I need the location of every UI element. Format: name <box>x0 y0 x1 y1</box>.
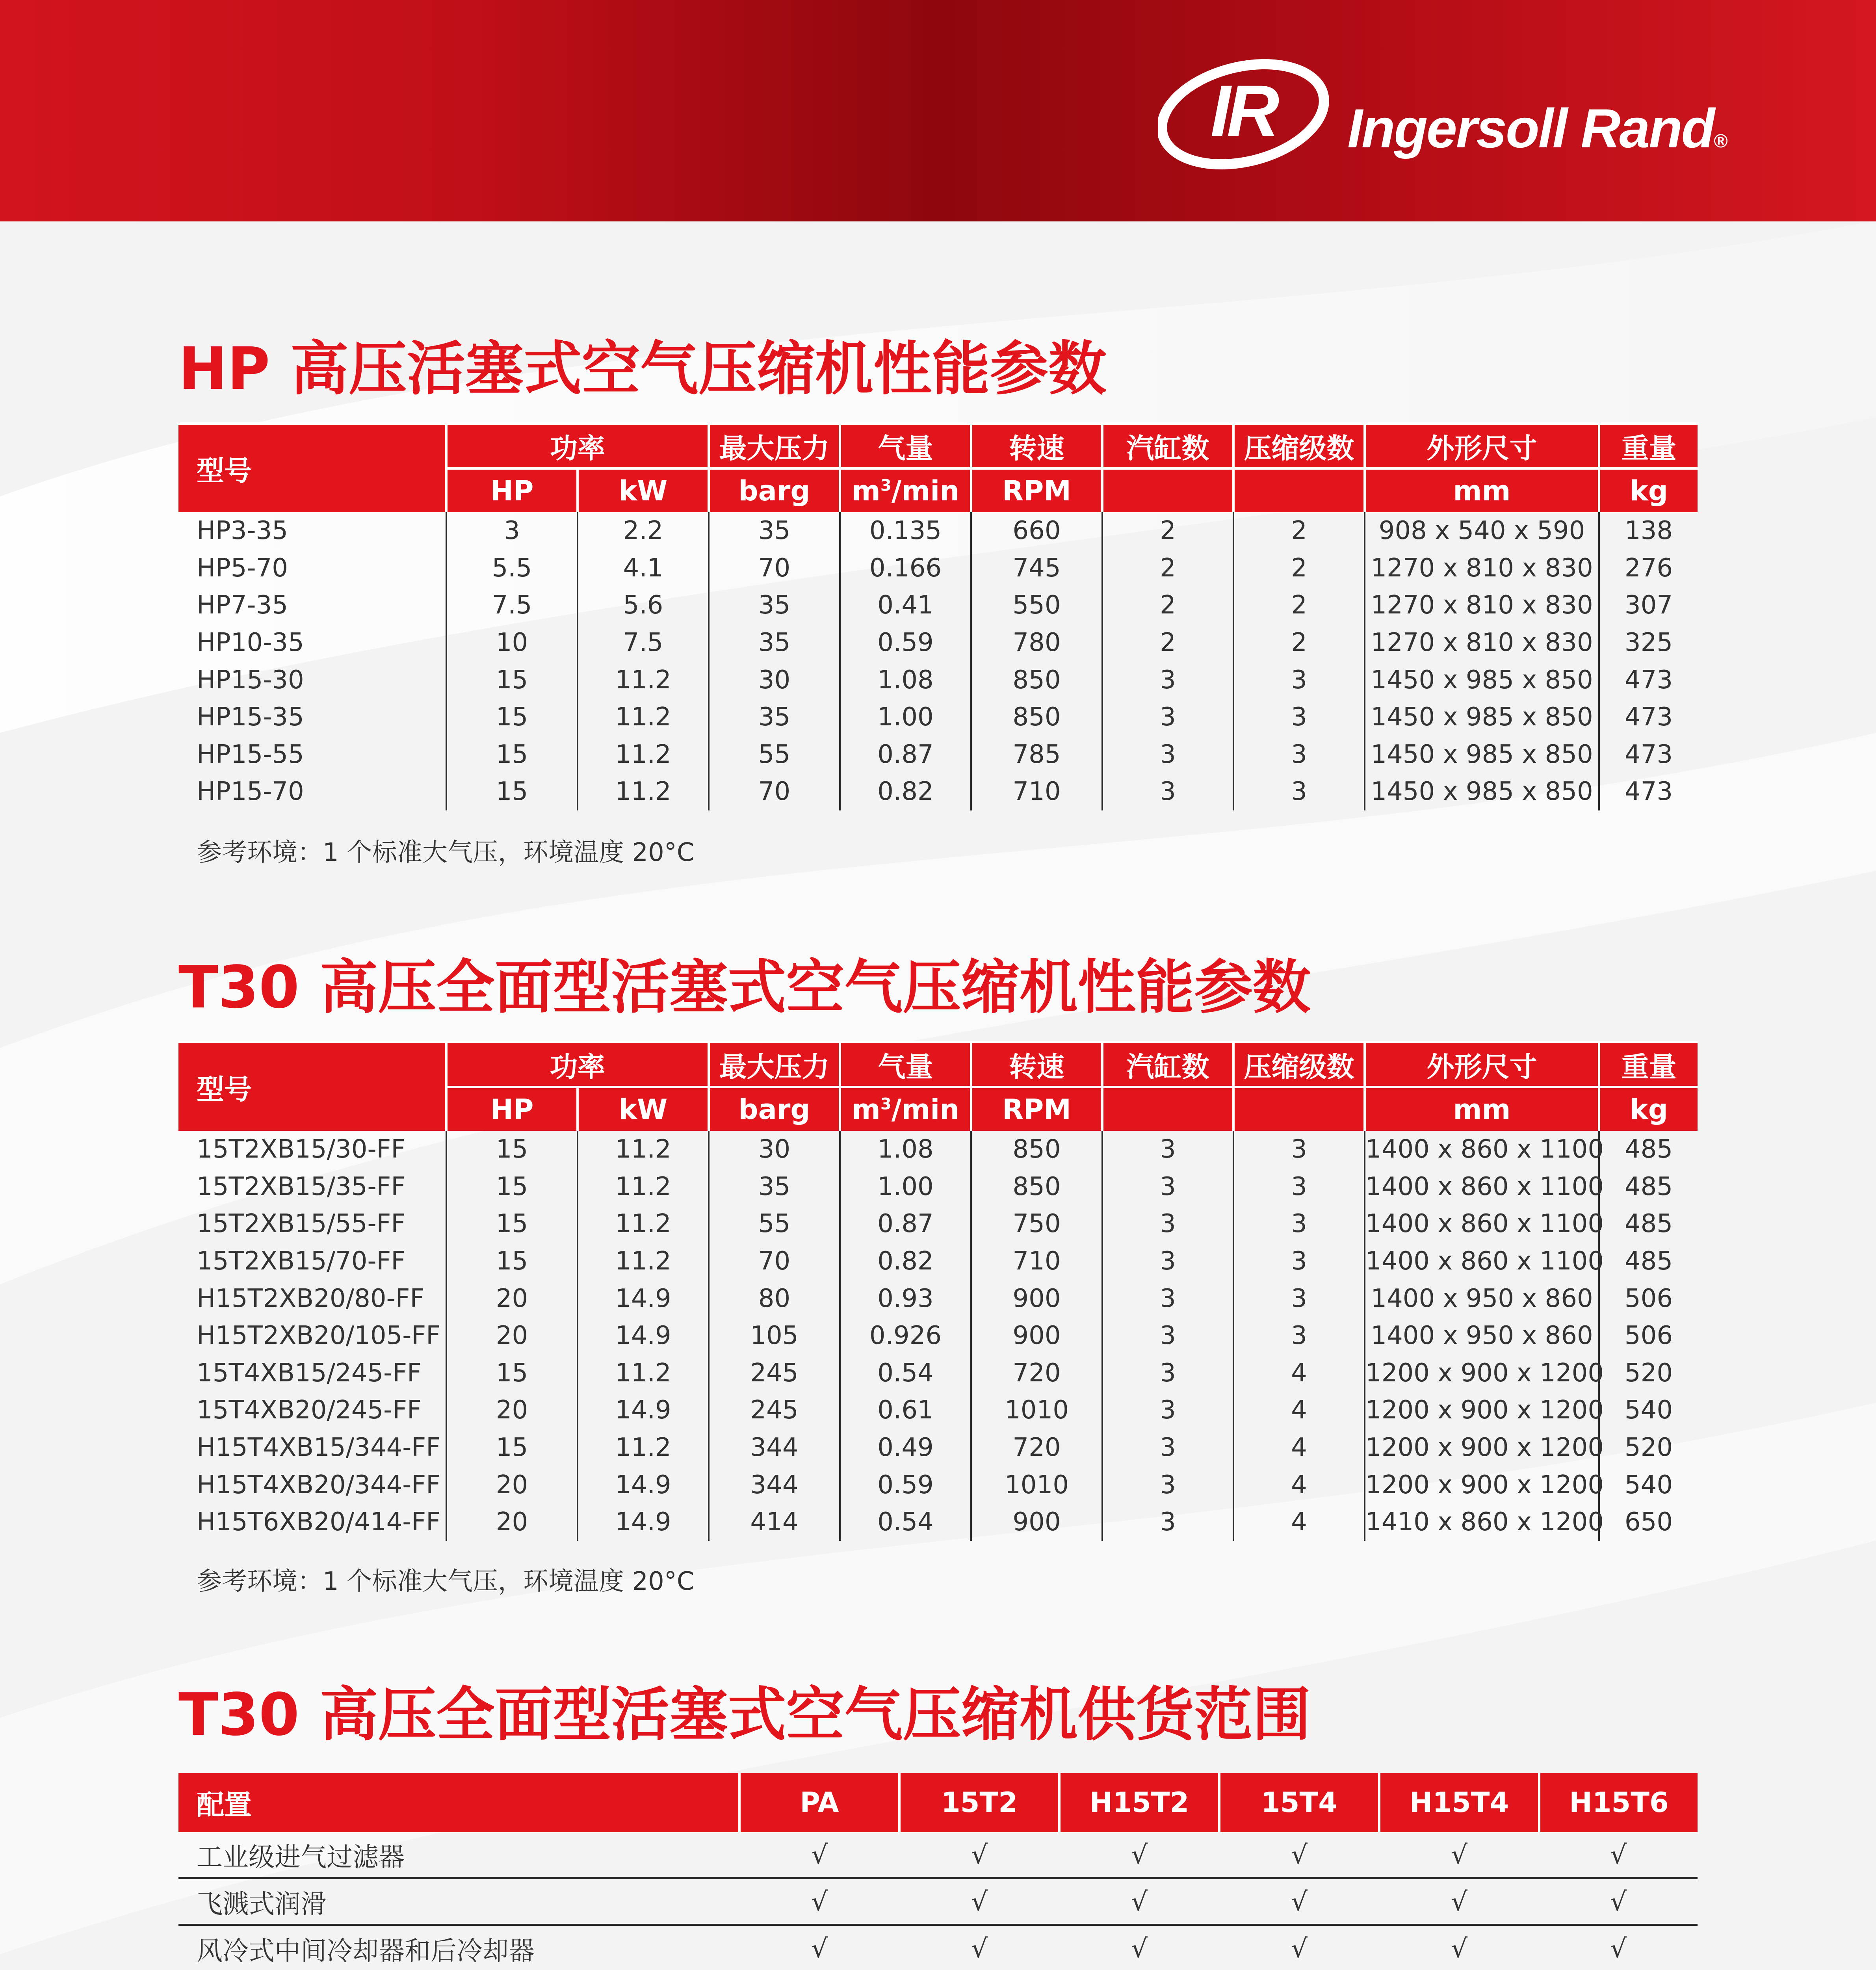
table-cell: 30 <box>709 661 840 699</box>
table-cell: 1450 x 985 x 850 <box>1365 773 1599 810</box>
table-cell: 1270 x 810 x 830 <box>1365 550 1599 587</box>
included-mark: √ <box>1291 1839 1308 1870</box>
t30-reference-note: 参考环境：1 个标准大气压，环境温度 20°C <box>197 1567 695 1596</box>
table-cell: 720 <box>971 1355 1102 1392</box>
header-max-pressure: 最大压力 <box>709 424 840 468</box>
table-cell: 1200 x 900 x 1200 <box>1365 1466 1599 1504</box>
model-cell: HP7-35 <box>197 591 288 620</box>
table-cell: 520 <box>1599 1429 1698 1466</box>
hp-table-body <box>178 512 1698 810</box>
table-cell: 4 <box>1233 1355 1365 1392</box>
table-cell: 3 <box>1233 1243 1365 1280</box>
table-cell: 3 <box>1102 1317 1233 1355</box>
brand-name: Ingersoll Rand® <box>1347 97 1727 159</box>
table-cell: 485 <box>1599 1168 1698 1206</box>
table-cell: 2 <box>1102 512 1233 550</box>
table-cell: 0.59 <box>840 1466 971 1504</box>
unit-cylinders <box>1102 1087 1233 1131</box>
header-flow: 气量 <box>840 424 971 468</box>
table-cell: 1.00 <box>840 1168 971 1206</box>
table-cell: 35 <box>709 624 840 662</box>
table-cell: 245 <box>709 1355 840 1392</box>
included-mark: √ <box>1451 1839 1468 1870</box>
unit-kw: kW <box>578 468 709 512</box>
included-mark: √ <box>739 1878 899 1925</box>
table-cell: 20 <box>446 1392 578 1429</box>
brand-logo <box>1158 55 1727 173</box>
table-row <box>178 661 1698 699</box>
table-cell: 7.5 <box>446 587 578 624</box>
table-cell: 15 <box>446 1355 578 1392</box>
table-cell: 15 <box>446 1168 578 1206</box>
table-cell: 900 <box>971 1317 1102 1355</box>
table-cell: 2 <box>1102 550 1233 587</box>
table-cell: 4.1 <box>578 550 709 587</box>
table-cell: 540 <box>1599 1466 1698 1504</box>
table-cell: 0.166 <box>840 550 971 587</box>
table-cell: 3 <box>1102 736 1233 773</box>
hp-section-title: HP 高压活塞式空气压缩机性能参数 <box>178 335 1107 403</box>
table-cell: 850 <box>971 661 1102 699</box>
header-dimensions: 外形尺寸 <box>1365 424 1599 468</box>
model-cell: HP5-70 <box>197 553 288 583</box>
header-model-pa: PA <box>739 1773 899 1832</box>
table-cell: 485 <box>1599 1243 1698 1280</box>
unit-flow: $m^3/\min$ <box>840 1087 971 1131</box>
table-cell: 780 <box>971 624 1102 662</box>
table-cell: 1400 x 950 x 860 <box>1365 1317 1599 1355</box>
table-cell: 473 <box>1599 699 1698 736</box>
config-item: 风冷式中间冷却器和后冷却器 <box>178 1925 739 1970</box>
unit-hp: HP <box>446 468 578 512</box>
table-cell: 3 <box>1102 1355 1233 1392</box>
table-cell: 0.61 <box>840 1392 971 1429</box>
list-item <box>178 1832 1698 1878</box>
table-cell: 2 <box>1233 587 1365 624</box>
table-cell: 0.926 <box>840 1317 971 1355</box>
table-cell: 908 x 540 x 590 <box>1365 512 1599 550</box>
table-cell: 11.2 <box>578 1168 709 1206</box>
table-cell: 1200 x 900 x 1200 <box>1365 1392 1599 1429</box>
table-cell: 11.2 <box>578 699 709 736</box>
table-cell: 900 <box>971 1504 1102 1541</box>
table-row <box>178 1504 1698 1541</box>
table-cell: 3 <box>1102 1205 1233 1243</box>
table-cell: 15 <box>446 1429 578 1466</box>
table-cell: 1410 x 860 x 1200 <box>1365 1504 1599 1541</box>
table-cell: 70 <box>709 773 840 810</box>
table-cell: 276 <box>1599 550 1698 587</box>
table-row <box>178 550 1698 587</box>
table-row <box>178 1280 1698 1317</box>
list-item <box>178 1878 1698 1925</box>
included-mark: √ <box>1539 1878 1698 1925</box>
included-mark: √ <box>811 1839 828 1870</box>
table-cell: 5.6 <box>578 587 709 624</box>
table-cell: 20 <box>446 1504 578 1541</box>
table-cell: 14.9 <box>578 1317 709 1355</box>
table-cell: 11.2 <box>578 1355 709 1392</box>
included-mark: √ <box>739 1925 899 1970</box>
table-cell: 1.00 <box>840 699 971 736</box>
table-cell: 473 <box>1599 736 1698 773</box>
table-cell: 0.82 <box>840 773 971 810</box>
table-cell: 473 <box>1599 773 1698 810</box>
table-cell: 15 <box>446 1205 578 1243</box>
table-cell: 55 <box>709 1205 840 1243</box>
table-cell: 710 <box>971 1243 1102 1280</box>
table-cell: 1400 x 950 x 860 <box>1365 1280 1599 1317</box>
table-cell: 485 <box>1599 1205 1698 1243</box>
table-cell: 1.08 <box>840 1131 971 1168</box>
included-mark: √ <box>1131 1839 1148 1870</box>
table-cell: 344 <box>709 1429 840 1466</box>
table-cell: 3 <box>1102 773 1233 810</box>
included-mark: √ <box>899 1925 1059 1970</box>
unit-rpm: RPM <box>971 1087 1102 1131</box>
header-flow: 气量 <box>840 1042 971 1087</box>
table-cell: 4 <box>1233 1466 1365 1504</box>
table-cell: 4 <box>1233 1504 1365 1541</box>
table-row <box>178 773 1698 810</box>
table-cell: 2 <box>1233 512 1365 550</box>
svg-text:IR: IR <box>1210 71 1276 152</box>
table-cell: 850 <box>971 1131 1102 1168</box>
table-cell: 0.59 <box>840 624 971 662</box>
table-cell: 11.2 <box>578 1243 709 1280</box>
table-cell: 0.93 <box>840 1280 971 1317</box>
included-mark: √ <box>1059 1878 1219 1925</box>
table-cell: 1450 x 985 x 850 <box>1365 661 1599 699</box>
table-cell: 1200 x 900 x 1200 <box>1365 1355 1599 1392</box>
table-cell: 3 <box>1102 1466 1233 1504</box>
unit-kg: kg <box>1599 468 1698 512</box>
model-cell: H15T2XB20/105-FF <box>197 1321 440 1351</box>
table-cell: 473 <box>1599 661 1698 699</box>
table-cell: 710 <box>971 773 1102 810</box>
table-cell: 15 <box>446 1131 578 1168</box>
table-cell: 1450 x 985 x 850 <box>1365 699 1599 736</box>
model-cell: 15T4XB15/245-FF <box>197 1358 422 1388</box>
supply-scope-table <box>178 1773 1698 1970</box>
table-cell: 3 <box>1102 1131 1233 1168</box>
model-cell: HP3-35 <box>197 516 288 546</box>
table-cell: 1400 x 860 x 1100 <box>1365 1243 1599 1280</box>
unit-mm: mm <box>1365 468 1599 512</box>
header-model-h15t2: H15T2 <box>1059 1773 1219 1832</box>
header-cylinders: 汽缸数 <box>1102 1042 1233 1087</box>
header-model: 型号 <box>178 1042 446 1131</box>
supply-table-body <box>178 1832 1698 1970</box>
table-cell: 80 <box>709 1280 840 1317</box>
unit-hp: HP <box>446 1087 578 1131</box>
unit-kg: kg <box>1599 1087 1698 1131</box>
table-cell: 720 <box>971 1429 1102 1466</box>
table-cell: 1200 x 900 x 1200 <box>1365 1429 1599 1466</box>
hp-header-row <box>178 424 1698 468</box>
table-row <box>178 624 1698 662</box>
table-cell: 20 <box>446 1466 578 1504</box>
header-model: 型号 <box>178 424 446 512</box>
table-cell: 11.2 <box>578 1131 709 1168</box>
table-cell: 1400 x 860 x 1100 <box>1365 1131 1599 1168</box>
table-row <box>178 1355 1698 1392</box>
table-cell: 650 <box>1599 1504 1698 1541</box>
unit-stages <box>1233 1087 1365 1131</box>
table-cell: 20 <box>446 1280 578 1317</box>
t30-spec-table <box>178 1041 1698 1541</box>
table-cell: 4 <box>1233 1429 1365 1466</box>
table-row <box>178 1466 1698 1504</box>
table-cell: 15 <box>446 699 578 736</box>
table-cell: 540 <box>1599 1392 1698 1429</box>
table-cell: 0.87 <box>840 736 971 773</box>
table-cell: 15 <box>446 773 578 810</box>
table-cell: 3 <box>1233 1205 1365 1243</box>
t30-table-body <box>178 1131 1698 1541</box>
table-cell: 3 <box>1233 773 1365 810</box>
table-cell: 0.87 <box>840 1205 971 1243</box>
table-cell: 3 <box>446 512 578 550</box>
table-cell: 15 <box>446 661 578 699</box>
supply-header-row <box>178 1773 1698 1832</box>
table-cell: 750 <box>971 1205 1102 1243</box>
unit-mm: mm <box>1365 1087 1599 1131</box>
table-cell: 3 <box>1233 1131 1365 1168</box>
model-cell: H15T6XB20/414-FF <box>197 1507 440 1537</box>
table-cell: 506 <box>1599 1280 1698 1317</box>
table-cell: 3 <box>1233 1280 1365 1317</box>
table-cell: 3 <box>1102 1392 1233 1429</box>
table-row <box>178 736 1698 773</box>
table-cell: 20 <box>446 1317 578 1355</box>
header-model-15t2: 15T2 <box>899 1773 1059 1832</box>
table-cell: 14.9 <box>578 1466 709 1504</box>
table-cell: 2 <box>1233 550 1365 587</box>
table-cell: 3 <box>1102 1280 1233 1317</box>
header-stages: 压缩级数 <box>1233 424 1365 468</box>
table-cell: 0.82 <box>840 1243 971 1280</box>
model-cell: 15T2XB15/55-FF <box>197 1209 406 1239</box>
included-mark: √ <box>1379 1925 1539 1970</box>
table-cell: 105 <box>709 1317 840 1355</box>
table-cell: 3 <box>1102 1168 1233 1206</box>
table-cell: 1010 <box>971 1466 1102 1504</box>
table-cell: 2.2 <box>578 512 709 550</box>
hp-reference-note: 参考环境：1 个标准大气压，环境温度 20°C <box>197 838 695 867</box>
table-cell: 520 <box>1599 1355 1698 1392</box>
table-cell: 138 <box>1599 512 1698 550</box>
table-cell: 2 <box>1233 624 1365 662</box>
table-cell: 0.135 <box>840 512 971 550</box>
table-cell: 2 <box>1102 587 1233 624</box>
table-cell: 55 <box>709 736 840 773</box>
table-cell: 344 <box>709 1466 840 1504</box>
included-mark: √ <box>1219 1925 1379 1970</box>
table-cell: 3 <box>1102 699 1233 736</box>
table-cell: 3 <box>1102 1243 1233 1280</box>
list-item <box>178 1925 1698 1970</box>
header-cylinders: 汽缸数 <box>1102 424 1233 468</box>
header-max-pressure: 最大压力 <box>709 1042 840 1087</box>
table-cell: 1010 <box>971 1392 1102 1429</box>
table-cell: 245 <box>709 1392 840 1429</box>
table-cell: 11.2 <box>578 773 709 810</box>
included-mark: √ <box>1610 1839 1627 1870</box>
table-cell: 3 <box>1102 1429 1233 1466</box>
table-cell: 35 <box>709 699 840 736</box>
table-cell: 11.2 <box>578 1205 709 1243</box>
table-row <box>178 1243 1698 1280</box>
table-row <box>178 1392 1698 1429</box>
model-cell: HP15-35 <box>197 703 304 732</box>
config-item: 工业级进气过滤器 <box>197 1842 405 1872</box>
table-cell: 35 <box>709 587 840 624</box>
table-cell: 506 <box>1599 1317 1698 1355</box>
table-cell: 3 <box>1102 1504 1233 1541</box>
included-mark: √ <box>1539 1925 1698 1970</box>
table-cell: 14.9 <box>578 1392 709 1429</box>
unit-kw: kW <box>578 1087 709 1131</box>
table-cell: 2 <box>1102 624 1233 662</box>
table-cell: 3 <box>1233 1317 1365 1355</box>
model-cell: 15T2XB15/70-FF <box>197 1247 406 1276</box>
table-cell: 11.2 <box>578 661 709 699</box>
unit-flow: $m^3/\min$ <box>840 468 971 512</box>
table-row <box>178 1131 1698 1168</box>
table-cell: 11.2 <box>578 1429 709 1466</box>
table-cell: 35 <box>709 512 840 550</box>
table-cell: 70 <box>709 550 840 587</box>
table-cell: 1270 x 810 x 830 <box>1365 624 1599 662</box>
table-row <box>178 1317 1698 1355</box>
table-cell: 307 <box>1599 587 1698 624</box>
unit-barg: barg <box>709 1087 840 1131</box>
table-cell: 325 <box>1599 624 1698 662</box>
header-power: 功率 <box>446 1042 709 1087</box>
table-cell: 0.54 <box>840 1504 971 1541</box>
table-cell: 3 <box>1233 736 1365 773</box>
included-mark: √ <box>971 1839 988 1870</box>
table-cell: 1450 x 985 x 850 <box>1365 736 1599 773</box>
table-cell: 550 <box>971 587 1102 624</box>
header-model-h15t4: H15T4 <box>1379 1773 1539 1832</box>
table-cell: 4 <box>1233 1392 1365 1429</box>
included-mark: √ <box>1379 1878 1539 1925</box>
model-cell: 15T4XB20/245-FF <box>197 1396 422 1425</box>
model-cell: H15T2XB20/80-FF <box>197 1284 425 1313</box>
included-mark: √ <box>1219 1878 1379 1925</box>
table-cell: 414 <box>709 1504 840 1541</box>
table-cell: 0.49 <box>840 1429 971 1466</box>
included-mark: √ <box>1059 1925 1219 1970</box>
table-cell: 0.41 <box>840 587 971 624</box>
t30-section-title: T30 高压全面型活塞式空气压缩机性能参数 <box>178 953 1311 1021</box>
included-mark: √ <box>899 1878 1059 1925</box>
table-cell: 485 <box>1599 1131 1698 1168</box>
header-speed: 转速 <box>971 424 1102 468</box>
table-cell: 3 <box>1233 1168 1365 1206</box>
table-row <box>178 1168 1698 1206</box>
model-cell: HP15-70 <box>197 777 304 807</box>
table-cell: 3 <box>1233 661 1365 699</box>
unit-barg: barg <box>709 468 840 512</box>
table-cell: 11.2 <box>578 736 709 773</box>
table-cell: 5.5 <box>446 550 578 587</box>
table-cell: 850 <box>971 699 1102 736</box>
table-row <box>178 512 1698 550</box>
table-cell: 10 <box>446 624 578 662</box>
header-model-15t4: 15T4 <box>1219 1773 1379 1832</box>
ir-logo-icon <box>1158 55 1347 173</box>
table-cell: 30 <box>709 1131 840 1168</box>
table-cell: 745 <box>971 550 1102 587</box>
table-cell: 7.5 <box>578 624 709 662</box>
table-cell: 15 <box>446 736 578 773</box>
table-row <box>178 587 1698 624</box>
table-row <box>178 699 1698 736</box>
table-cell: 1400 x 860 x 1100 <box>1365 1168 1599 1206</box>
header-speed: 转速 <box>971 1042 1102 1087</box>
header-weight: 重量 <box>1599 424 1698 468</box>
model-cell: 15T2XB15/35-FF <box>197 1172 406 1201</box>
model-cell: HP10-35 <box>197 628 304 658</box>
model-cell: 15T2XB15/30-FF <box>197 1135 406 1164</box>
header-stages: 压缩级数 <box>1233 1042 1365 1087</box>
table-cell: 35 <box>709 1168 840 1206</box>
config-item: 飞溅式润滑 <box>178 1878 739 1925</box>
header-config: 配置 <box>178 1773 739 1832</box>
table-row <box>178 1429 1698 1466</box>
table-cell: 785 <box>971 736 1102 773</box>
hp-spec-table <box>178 422 1698 810</box>
table-cell: 70 <box>709 1243 840 1280</box>
supply-section-title: T30 高压全面型活塞式空气压缩机供货范围 <box>178 1681 1311 1749</box>
table-cell: 900 <box>971 1280 1102 1317</box>
table-cell: 3 <box>1233 699 1365 736</box>
header-power: 功率 <box>446 424 709 468</box>
unit-cylinders <box>1102 468 1233 512</box>
table-cell: 850 <box>971 1168 1102 1206</box>
table-row <box>178 1205 1698 1243</box>
table-cell: 14.9 <box>578 1504 709 1541</box>
unit-rpm: RPM <box>971 468 1102 512</box>
unit-stages <box>1233 468 1365 512</box>
model-cell: H15T4XB15/344-FF <box>197 1433 440 1463</box>
model-cell: H15T4XB20/344-FF <box>197 1470 440 1500</box>
table-cell: 1.08 <box>840 661 971 699</box>
table-cell: 1400 x 860 x 1100 <box>1365 1205 1599 1243</box>
model-cell: HP15-30 <box>197 665 304 695</box>
table-cell: 15 <box>446 1243 578 1280</box>
table-cell: 3 <box>1102 661 1233 699</box>
model-cell: HP15-55 <box>197 740 304 769</box>
table-cell: 0.54 <box>840 1355 971 1392</box>
table-cell: 660 <box>971 512 1102 550</box>
header-dimensions: 外形尺寸 <box>1365 1042 1599 1087</box>
table-cell: 14.9 <box>578 1280 709 1317</box>
header-banner <box>0 0 1876 221</box>
t30-header-row <box>178 1042 1698 1087</box>
header-model-h15t6: H15T6 <box>1539 1773 1698 1832</box>
table-cell: 1270 x 810 x 830 <box>1365 587 1599 624</box>
header-weight: 重量 <box>1599 1042 1698 1087</box>
